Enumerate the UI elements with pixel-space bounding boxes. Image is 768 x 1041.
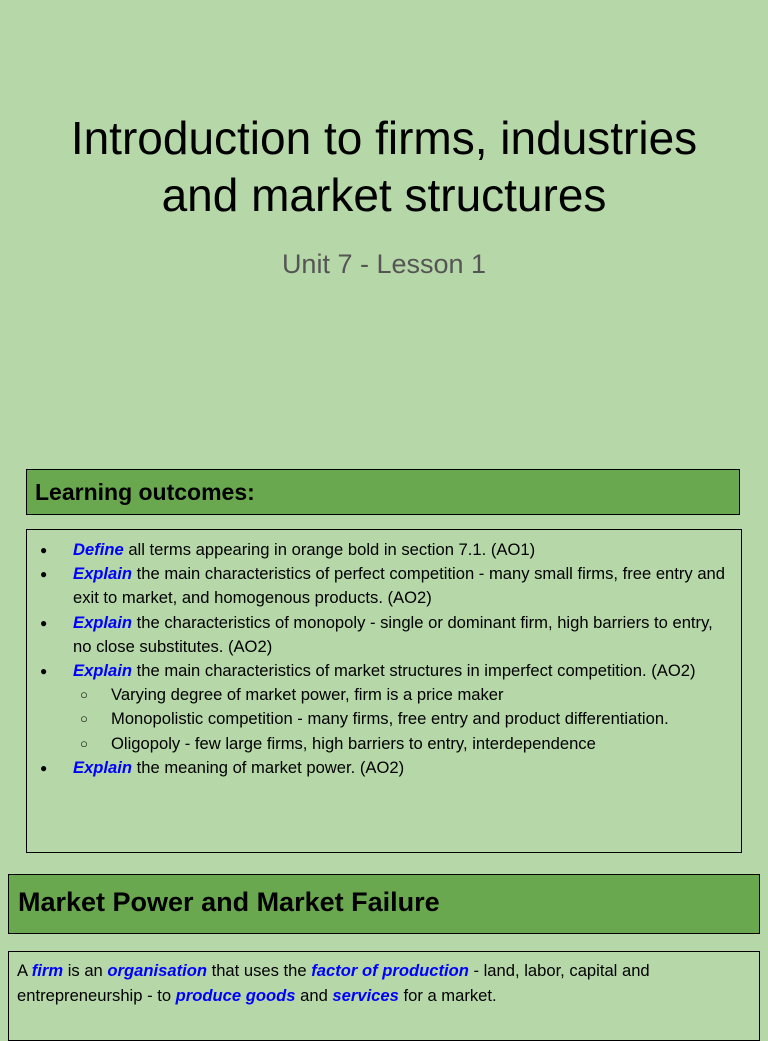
definition-text: and	[295, 985, 333, 1005]
slide-title	[0, 110, 768, 224]
outcome-text: the characteristics of monopoly - single or dominant firm, high barriers to entry, no close substitutes. (AO2)	[73, 612, 713, 656]
subitem-text: Varying degree of market power, firm is a price maker	[111, 685, 504, 705]
definition-text: for a market.	[398, 985, 497, 1005]
definition-text: that uses the	[206, 961, 312, 980]
learning-outcomes-list	[27, 538, 733, 780]
sub-bullet-icon: ○	[80, 711, 88, 727]
outcome-keyword: Explain	[73, 661, 133, 681]
subitem-text: Monopolistic competition - many firms, free entry and product differentiation.	[111, 709, 669, 729]
bullet-icon: ●	[40, 615, 48, 630]
definition-keyword: services	[332, 985, 399, 1005]
learning-outcome-item	[27, 659, 733, 683]
outcome-keyword: Explain	[73, 612, 133, 632]
bullet-icon: ●	[40, 760, 48, 775]
bullet-icon: ●	[40, 664, 48, 679]
sub-bullet-icon: ○	[80, 735, 88, 751]
definition-keyword: produce goods	[175, 985, 296, 1005]
learning-outcome-item	[27, 538, 733, 562]
slide-title-line1: Introduction to firms, industries	[70, 112, 698, 164]
subitem-text: Oligopoly - few large firms, high barriers to entry, interdependence	[111, 733, 596, 753]
outcome-keyword: Define	[73, 540, 124, 559]
learning-outcomes-box	[26, 529, 742, 853]
learning-outcome-subitem	[27, 707, 733, 731]
definition-keyword: firm	[31, 961, 64, 980]
slide-title-line2: and market structures	[161, 169, 607, 221]
outcome-keyword: Explain	[73, 757, 133, 777]
learning-outcome-subitem	[27, 732, 733, 756]
learning-outcome-subitem	[27, 683, 733, 707]
outcome-text: the main characteristics of perfect competition - many small firms, free entry and exit to market, and homogenous products. (AO2)	[73, 564, 726, 608]
learning-outcomes-heading: Learning outcomes:	[26, 469, 740, 515]
definition-keyword: factor of production	[311, 961, 469, 980]
bullet-icon: ●	[40, 543, 48, 557]
definition-text: is an	[63, 961, 108, 980]
outcome-keyword: Explain	[73, 564, 133, 584]
learning-outcome-item	[27, 756, 733, 780]
firm-definition-box	[8, 951, 760, 1041]
slide-subtitle: Unit 7 - Lesson 1	[281, 249, 487, 279]
bullet-icon: ●	[40, 567, 48, 582]
definition-text: A	[17, 961, 32, 980]
definition-text: - land, labor, capital and entrepreneurship - to	[17, 961, 650, 1005]
market-power-heading: Market Power and Market Failure	[8, 874, 760, 934]
learning-outcome-item	[27, 562, 733, 610]
sub-bullet-icon: ○	[80, 687, 88, 703]
outcome-text: the meaning of market power. (AO2)	[132, 757, 405, 777]
outcome-text: all terms appearing in orange bold in section 7.1. (AO1)	[123, 540, 536, 559]
outcome-text: the main characteristics of market structures in imperfect competition. (AO2)	[132, 661, 696, 681]
definition-keyword: organisation	[107, 961, 207, 980]
learning-outcome-item	[27, 611, 733, 659]
